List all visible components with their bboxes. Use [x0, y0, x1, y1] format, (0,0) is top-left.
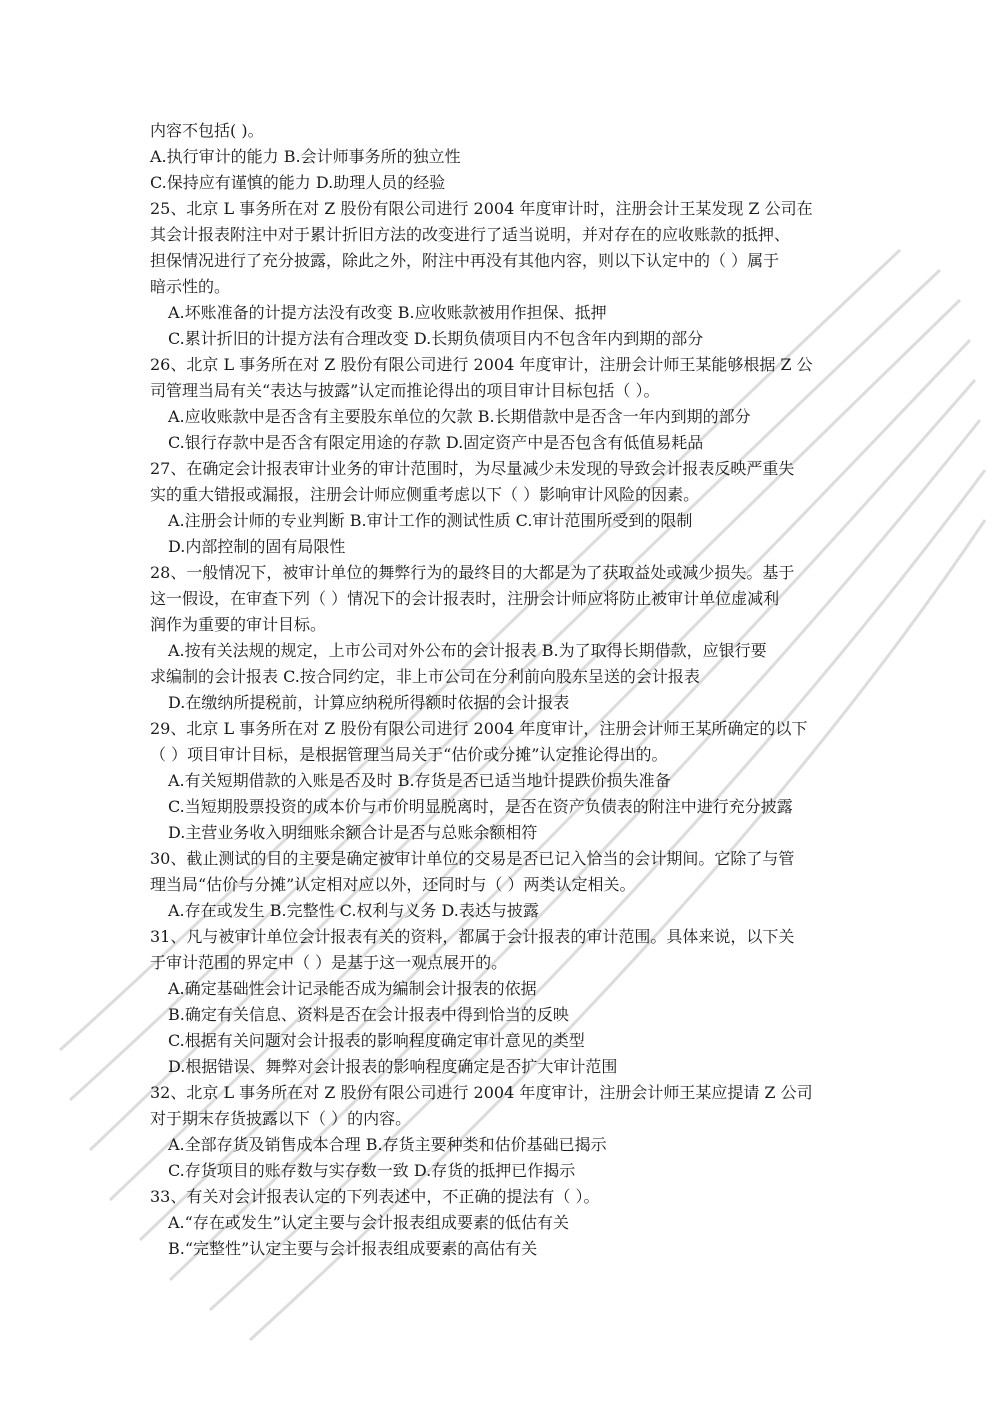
text-line: 这一假设，在审查下列（ ）情况下的会计报表时，注册会计师应将防止被审计单位虚减利	[150, 589, 780, 608]
text-line: A.全部存货及销售成本合理 B.存货主要种类和估价基础已揭示	[168, 1135, 607, 1154]
text-line: A.应收账款中是否含有主要股东单位的欠款 B.长期借款中是否含一年内到期的部分	[168, 407, 751, 426]
text-line: （ ）项目审计目标，是根据管理当局关于“估价或分摊”认定推论得出的。	[150, 745, 668, 764]
text-line: 32、北京 L 事务所在对 Z 股份有限公司进行 2004 年度审计，注册会计师王某应提请 Z 公司	[150, 1083, 813, 1102]
text-line: A.有关短期借款的入账是否及时 B.存货是否已适当地计提跌价损失准备	[168, 771, 671, 790]
text-line: A.执行审计的能力 B.会计师事务所的独立性	[150, 147, 461, 166]
text-line: C.银行存款中是否含有限定用途的存款 D.固定资产中是否包含有低值易耗品	[168, 433, 704, 452]
question-text-body	[150, 118, 844, 1262]
text-line: 26、北京 L 事务所在对 Z 股份有限公司进行 2004 年度审计，注册会计师王某能够根据 Z 公	[150, 355, 813, 374]
text-line: 25、北京 L 事务所在对 Z 股份有限公司进行 2004 年度审计时，注册会计王某发现 Z 公司在	[150, 199, 813, 218]
text-line: C.保持应有谨慎的能力 D.助理人员的经验	[150, 173, 446, 192]
text-line: D.在缴纳所提税前，计算应纳税所得额时依据的会计报表	[168, 693, 570, 712]
text-line: 实的重大错报或漏报，注册会计师应侧重考虑以下（ ）影响审计风险的因素。	[150, 485, 700, 504]
text-line: A.坏账准备的计提方法没有改变 B.应收账款被用作担保、抵押	[168, 303, 607, 322]
text-line: 对于期末存货披露以下（ ）的内容。	[150, 1109, 412, 1128]
text-line: B.确定有关信息、资料是否在会计报表中得到恰当的反映	[168, 1005, 569, 1024]
text-line: D.主营业务收入明细账余额合计是否与总账余额相符	[168, 823, 538, 842]
text-line: A.存在或发生 B.完整性 C.权利与义务 D.表达与披露	[168, 901, 539, 920]
text-line: 27、在确定会计报表审计业务的审计范围时，为尽量减少未发现的导致会计报表反映严重失	[150, 459, 795, 478]
text-line: 30、截止测试的目的主要是确定被审计单位的交易是否已记入恰当的会计期间。它除了与管	[150, 849, 795, 868]
text-line: 理当局“估价与分摊”认定相对应以外，还同时与（ ）两类认定相关。	[150, 875, 636, 894]
text-line: 其会计报表附注中对于累计折旧方法的改变进行了适当说明，并对存在的应收账款的抵押、	[150, 225, 791, 244]
text-line: 求编制的会计报表 C.按合同约定，非上市公司在分利前向股东呈送的会计报表	[150, 667, 700, 686]
text-line: B.“完整性”认定主要与会计报表组成要素的高估有关	[168, 1239, 538, 1258]
text-line: 28、一般情况下，被审计单位的舞弊行为的最终目的大都是为了获取益处或减少损失。基于	[150, 563, 795, 582]
text-line: 润作为重要的审计目标。	[150, 615, 327, 634]
text-line: D.内部控制的固有局限性	[168, 537, 346, 556]
text-line: A.确定基础性会计记录能否成为编制会计报表的依据	[168, 979, 537, 998]
text-line: 29、北京 L 事务所在对 Z 股份有限公司进行 2004 年度审计，注册会计师王某所确定的以下	[150, 719, 808, 738]
text-line: A.按有关法规的规定，上市公司对外公布的会计报表 B.为了取得长期借款，应银行要	[168, 641, 767, 660]
text-line: 司管理当局有关“表达与披露”认定而推论得出的项目审计目标包括（ ）。	[150, 381, 660, 400]
text-line: C.存货项目的账存数与实存数一致 D.存货的抵押已作揭示	[168, 1161, 576, 1180]
text-line: 暗示性的。	[150, 277, 231, 296]
text-line: D.根据错误、舞弊对会计报表的影响程度确定是否扩大审计范围	[168, 1057, 618, 1076]
text-line: 于审计范围的界定中（ ）是基于这一观点展开的。	[150, 953, 508, 972]
text-line: 内容不包括( )。	[150, 121, 264, 140]
text-line: 31、凡与被审计单位会计报表有关的资料，都属于会计报表的审计范围。具体来说，以下关	[150, 927, 795, 946]
text-line: A.注册会计师的专业判断 B.审计工作的测试性质 C.审计范围所受到的限制	[168, 511, 693, 530]
text-line: A.“存在或发生”认定主要与会计报表组成要素的低估有关	[168, 1213, 570, 1232]
text-line: C.根据有关问题对会计报表的影响程度确定审计意见的类型	[168, 1031, 585, 1050]
text-line: 担保情况进行了充分披露，除此之外，附注中再没有其他内容，则以下认定中的（ ）属于	[150, 251, 780, 270]
text-line: 33、有关对会计报表认定的下列表述中，不正确的提法有（ ）。	[150, 1187, 600, 1206]
text-line: C.当短期股票投资的成本价与市价明显脱离时，是否在资产负债表的附注中进行充分披露	[168, 797, 793, 816]
text-line: C.累计折旧的计提方法有合理改变 D.长期负债项目内不包含年内到期的部分	[168, 329, 704, 348]
